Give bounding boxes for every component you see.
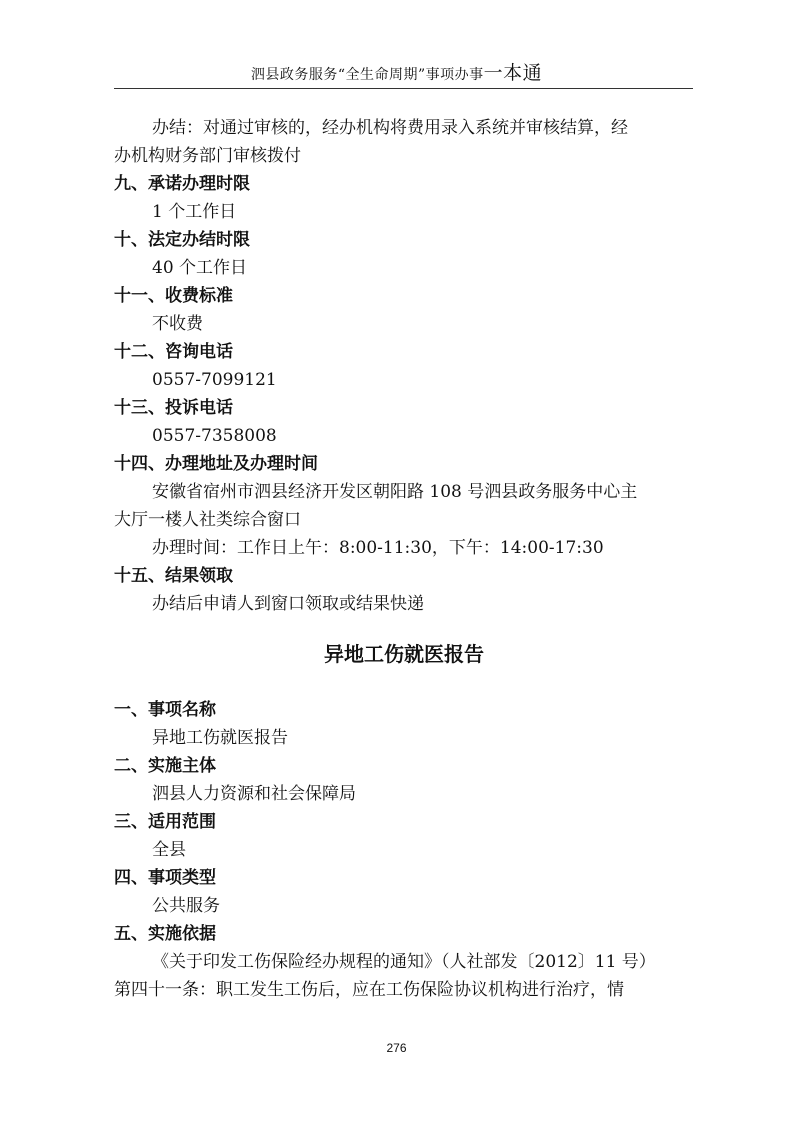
section-value: 全县 (152, 840, 186, 860)
section-heading: 十五、结果领取 (114, 566, 233, 586)
section-value: 第四十一条：职工发生工伤后，应在工伤保险协议机构进行治疗，情 (114, 980, 624, 1000)
section-value: 泗县人力资源和社会保障局 (152, 784, 356, 804)
section-heading: 十一、收费标准 (114, 286, 233, 306)
header-emphasis: 一本通 (483, 62, 543, 84)
page-number: 276 (386, 1041, 407, 1055)
section-heading: 十二、咨询电话 (114, 342, 233, 362)
section-value: 不收费 (152, 314, 203, 334)
section-heading: 五、实施依据 (114, 924, 216, 944)
section-value: 40 个工作日 (152, 258, 248, 278)
header-text: 泗县政务服务“全生命周期”事项办事 (250, 67, 484, 83)
page-content (114, 114, 694, 1004)
section-value: 办理时间：工作日上午：8:00-11:30，下午：14:00-17:30 (152, 538, 604, 558)
section-heading: 九、承诺办理时限 (114, 174, 250, 194)
section-value: 0557-7358008 (152, 426, 277, 446)
section-value: 1 个工作日 (152, 202, 237, 222)
section-heading: 十、法定办结时限 (114, 230, 250, 250)
section-heading: 十四、办理地址及办理时间 (114, 454, 318, 474)
section-heading: 一、事项名称 (114, 700, 216, 720)
section-heading: 二、实施主体 (114, 756, 216, 776)
section-heading: 三、适用范围 (114, 812, 216, 832)
section-value: 异地工伤就医报告 (152, 728, 288, 748)
section-value: 《关于印发工伤保险经办规程的通知》（人社部发〔2012〕11 号） (152, 952, 656, 972)
paragraph-line: 办结：对通过审核的，经办机构将费用录入系统并审核结算，经 (152, 118, 628, 138)
section-value: 大厅一楼人社类综合窗口 (114, 510, 301, 530)
paragraph-line: 办机构财务部门审核拨付 (114, 146, 301, 166)
header-rule (114, 88, 693, 89)
section-value: 0557-7099121 (152, 370, 277, 390)
running-header (0, 58, 793, 85)
section-value: 公共服务 (152, 896, 220, 916)
document-section-title: 异地工伤就医报告 (324, 642, 484, 666)
section-heading: 十三、投诉电话 (114, 398, 233, 418)
section-heading: 四、事项类型 (114, 868, 216, 888)
section-value: 办结后申请人到窗口领取或结果快递 (152, 594, 424, 614)
section-value: 安徽省宿州市泗县经济开发区朝阳路 108 号泗县政务服务中心主 (152, 482, 638, 502)
